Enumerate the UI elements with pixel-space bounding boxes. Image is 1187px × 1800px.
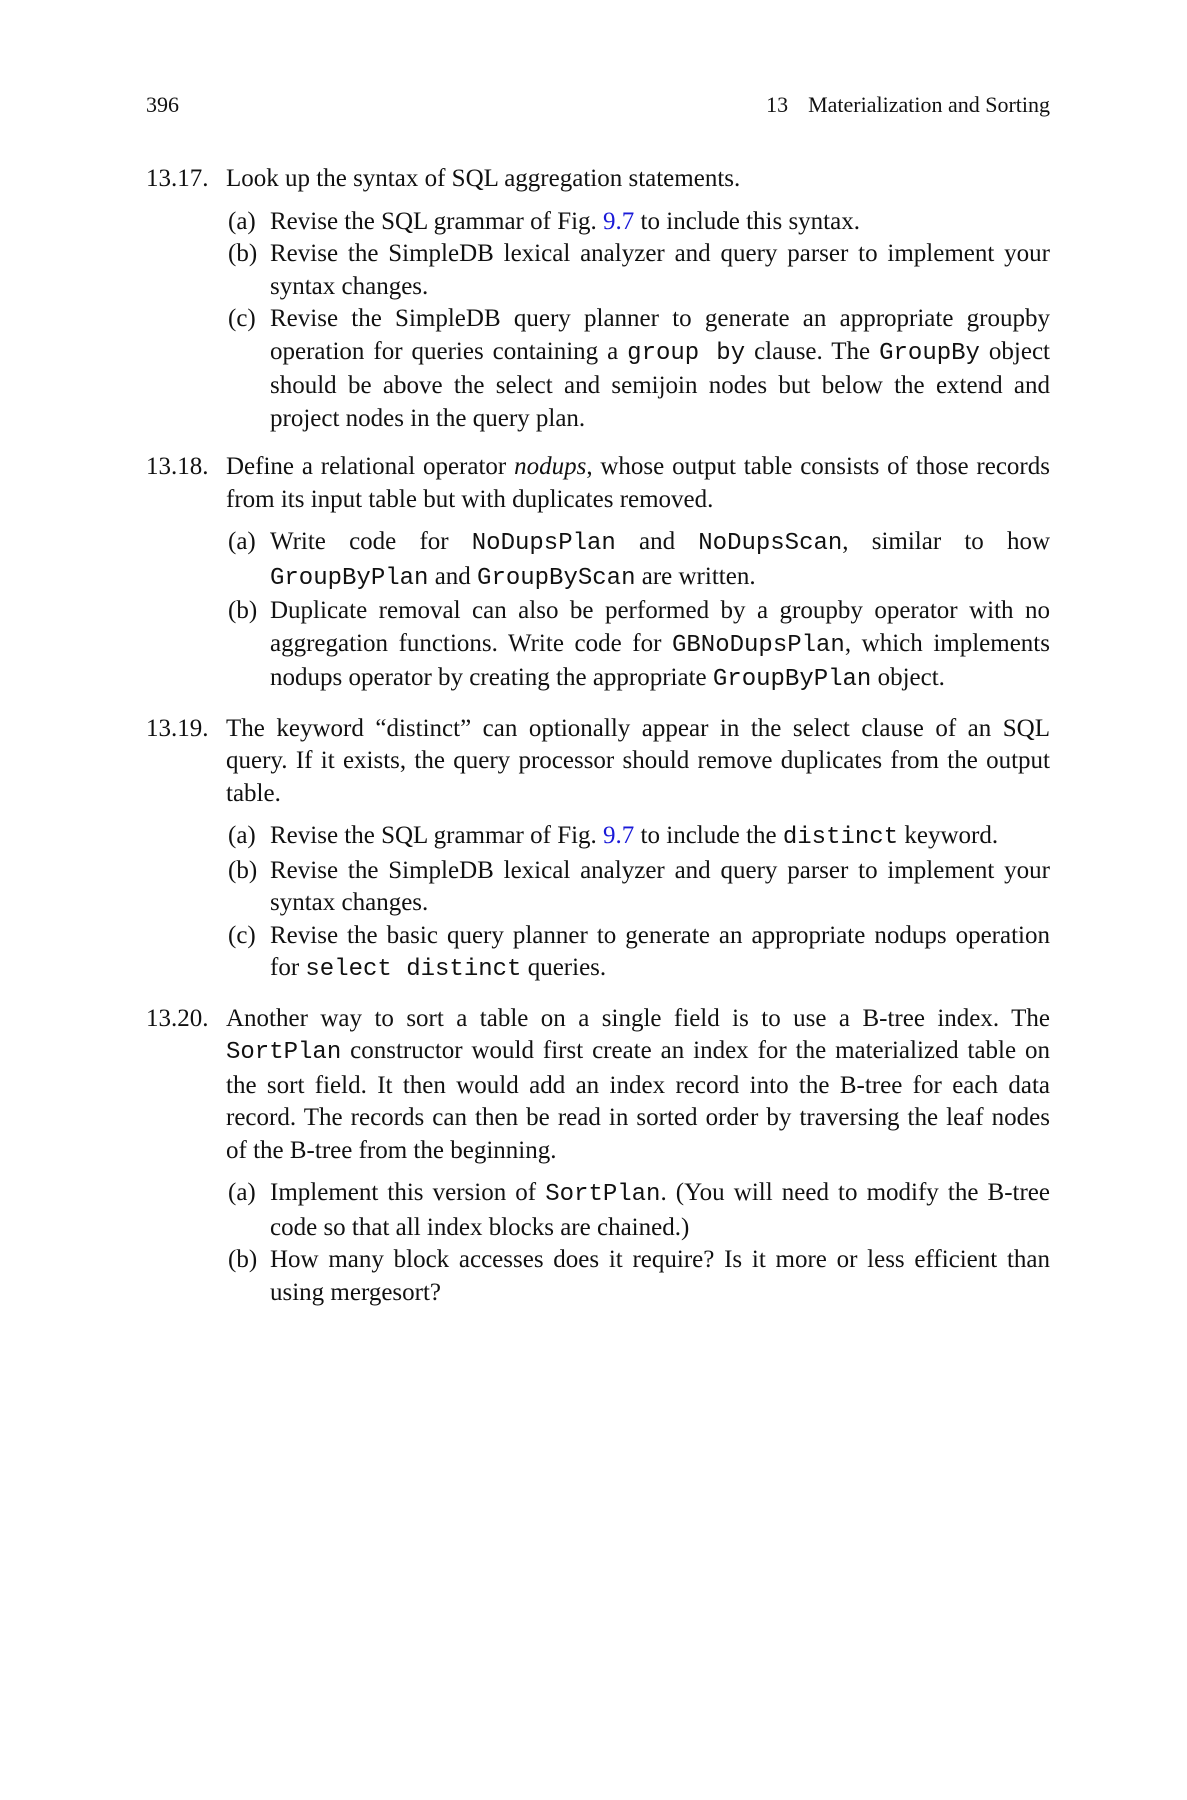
text-segment: Revise the SimpleDB lexical analyzer and query parser to implement your syntax changes. [270, 856, 1050, 916]
exercise [146, 713, 1050, 987]
code-term: NoDupsScan [698, 530, 843, 557]
sub-exercise [146, 206, 1050, 239]
sub-exercise [146, 595, 1050, 697]
exercise-number: 13.18. [146, 453, 209, 480]
text-segment: queries. [521, 954, 607, 981]
text-segment: Revise the SQL grammar of Fig. [270, 207, 604, 235]
text-segment: to include this syntax. [634, 207, 860, 235]
sub-exercise-label: (a) [228, 207, 256, 235]
exercise [146, 163, 1050, 435]
text-segment: and [428, 562, 478, 590]
sub-exercise-label: (b) [228, 240, 258, 267]
sub-exercise [146, 1177, 1050, 1244]
sub-exercise-list [226, 1177, 1050, 1309]
text-segment: Implement this version of [270, 1179, 546, 1206]
code-term: GroupByPlan [270, 564, 429, 592]
chapter-number: 13 [766, 92, 789, 117]
sub-exercise-label: (c) [228, 305, 256, 332]
exercise-list [146, 163, 1050, 1325]
code-term: GroupBy [879, 339, 980, 367]
text-segment: object. [871, 664, 945, 691]
sub-exercise [146, 820, 1050, 855]
text-segment: keyword. [898, 822, 999, 849]
exercise-text [226, 163, 1050, 196]
text-segment: How many block accesses does it require? Is it more or less efficient than using mergesort? [270, 1246, 1050, 1306]
exercise-text [226, 713, 1050, 811]
sub-exercise-label: (b) [228, 1246, 258, 1273]
text-segment: Look up the syntax of SQL aggregation statements. [226, 165, 741, 192]
exercise-number: 13.20. [146, 1004, 209, 1032]
sub-exercise [146, 238, 1050, 303]
text-segment: clause. The [745, 337, 880, 365]
running-header [146, 92, 1050, 122]
text-segment: The keyword “distinct” can optionally appear in the select clause of an SQL query. If it exists, the query processor should remove duplicates from the output table. [226, 714, 1050, 807]
text-segment: , similar to how [842, 528, 1050, 555]
code-term: select distinct [305, 956, 522, 983]
text-segment: Define a relational operator [226, 453, 515, 480]
code-term: distinct [782, 824, 899, 851]
sub-exercise-label: (a) [228, 1179, 256, 1206]
sub-exercise-label: (b) [228, 597, 258, 624]
sub-exercise [146, 920, 1050, 987]
text-segment: constructor would first create an index for the materialized table on the sort field. It then would add an index record into the B-tree for each data record. The records can then be read in sorted order by traversing the leaf nodes of the B-tree from the beginning. [226, 1037, 1050, 1164]
text-segment: Write code for [270, 528, 472, 555]
text-segment: object should be above the select and semijoin nodes but below the extend and project nodes in the query plan. [270, 337, 1050, 432]
sub-exercise-list [226, 526, 1050, 697]
code-term: GBNoDupsPlan [672, 631, 845, 659]
sub-exercise [146, 855, 1050, 920]
exercise-text [226, 451, 1050, 516]
sub-exercise [146, 303, 1050, 435]
text-segment: Revise the SimpleDB query planner to generate an appropriate groupby operation for queries containing a [270, 305, 1050, 365]
chapter-heading [766, 92, 1050, 118]
code-term: SortPlan [545, 1181, 661, 1208]
figure-link[interactable]: 9.7 [603, 822, 635, 849]
text-segment: Duplicate removal can also be performed by a groupby operator with no aggregation functions. Write code for [270, 597, 1050, 657]
exercise-text [226, 1003, 1050, 1168]
sub-exercise-list [226, 820, 1050, 987]
code-term: NoDupsPlan [471, 530, 616, 557]
text-segment: Revise the SQL grammar of Fig. [270, 822, 604, 849]
text-segment: Revise the basic query planner to generate an appropriate nodups operation for [270, 921, 1050, 981]
sub-exercise-label: (a) [228, 528, 256, 555]
code-term: GroupByPlan [712, 666, 872, 693]
sub-exercise-label: (a) [228, 822, 256, 849]
code-term: GroupByScan [477, 564, 636, 592]
chapter-title: Materialization and Sorting [808, 92, 1050, 117]
text-segment: . (You will need to modify the B-tree code so that all index blocks are chained.) [270, 1179, 1050, 1241]
sub-exercise [146, 1244, 1050, 1309]
text-segment: are written. [635, 562, 756, 590]
text-segment: , which implements nodups operator by creating the appropriate [270, 629, 1050, 691]
exercise [146, 451, 1050, 697]
sub-exercise [146, 526, 1050, 595]
text-segment: to include the [634, 822, 783, 849]
sub-exercise-label: (c) [228, 921, 256, 949]
exercise [146, 1003, 1050, 1310]
page-number: 396 [146, 92, 179, 117]
exercise-number: 13.17. [146, 165, 209, 192]
text-segment: and [615, 528, 699, 555]
code-term: group by [627, 339, 746, 367]
figure-link[interactable]: 9.7 [603, 207, 635, 235]
text-segment: Revise the SimpleDB lexical analyzer and query parser to implement your syntax changes. [270, 240, 1050, 300]
emphasized-term: nodups [514, 453, 587, 480]
sub-exercise-list [226, 206, 1050, 436]
sub-exercise-label: (b) [228, 856, 258, 884]
exercise-number: 13.19. [146, 714, 209, 742]
text-segment: Another way to sort a table on a single field is to use a B-tree index. The [226, 1004, 1050, 1032]
text-segment: , whose output table consists of those records from its input table but with duplicates removed. [226, 453, 1050, 513]
code-term: SortPlan [226, 1039, 342, 1066]
